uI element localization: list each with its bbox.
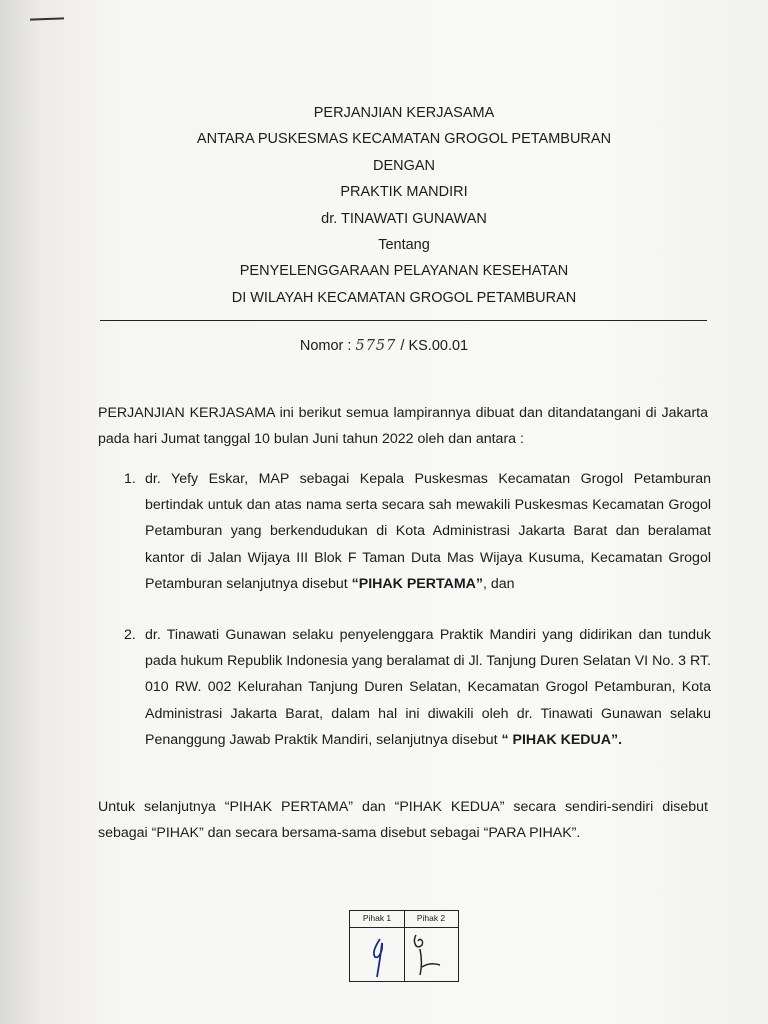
- initials-box: [349, 910, 459, 982]
- pen-mark: [30, 17, 64, 20]
- initial-pihak-2: [414, 935, 440, 975]
- document-number: [0, 338, 768, 354]
- list-number: 2.: [124, 627, 136, 643]
- closing-paragraph: Untuk selanjutnya “PIHAK PERTAMA” dan “PIHAK KEDUA” secara sendiri-sendiri disebut sebagai “PIHAK” dan secara bersama-sama disebut sebagai “PARA PIHAK”.: [98, 799, 708, 841]
- initials-col-1-label: Pihak 1: [362, 913, 392, 923]
- handwritten-initials: [350, 927, 458, 981]
- nomor-handwritten-number: 5757: [355, 338, 397, 354]
- party-description: dr. Tinawati Gunawan selaku penyelenggara Praktik Mandiri yang didirikan dan tunduk pada hukum Republik Indonesia yang beralamat di Jl. Tanjung Duren Selatan VI No. 3 RT. 010 RW. 002 Kelurahan Tanjung Duren Selatan, Kecamatan Grogol Petamburan, Kota Administrasi Jakarta Barat, dalam hal ini diwakili oleh dr. Tinawati Gunawan selaku Penanggung Jawab Praktik Mandiri, selanjutnya disebut: [145, 627, 711, 748]
- title-line: dr. TINAWATI GUNAWAN: [321, 210, 487, 227]
- list-number: 1.: [124, 471, 136, 487]
- title-line: ANTARA PUSKESMAS KECAMATAN GROGOL PETAMBURAN: [196, 131, 612, 148]
- nomor-label: Nomor :: [299, 338, 356, 354]
- title-line: PENYELENGGARAAN PELAYANAN KESEHATAN: [239, 263, 569, 280]
- nomor-suffix: / KS.00.01: [396, 338, 469, 354]
- title-line: Tentang: [378, 237, 430, 254]
- title-line: DENGAN: [372, 157, 436, 174]
- list-tail: , dan: [483, 575, 515, 592]
- party-description: dr. Yefy Eskar, MAP sebagai Kepala Puskesmas Kecamatan Grogol Petamburan bertindak untuk dan atas nama serta secara sah mewakili Puskesmas Kecamatan Grogol Petamburan yang berkendudukan di Kota Administrasi Jakarta Barat dan beralamat kantor di Jalan Wijaya III Blok F Taman Duta Mas Wijaya Kusuma, Kecamatan Grogol Petamburan selanjutnya disebut: [145, 471, 711, 592]
- document-header: [100, 100, 708, 311]
- title-line: PRAKTIK MANDIRI: [340, 184, 468, 201]
- party-label: “ PIHAK KEDUA”.: [501, 731, 623, 748]
- intro-paragraph: PERJANJIAN KERJASAMA ini berikut semua lampirannya dibuat dan ditandatangani di Jakarta pada hari Jumat tanggal 10 bulan Juni tahun 2022 oleh dan antara :: [98, 405, 708, 447]
- party-label: “PIHAK PERTAMA”: [351, 575, 484, 592]
- initial-pihak-1: [374, 939, 382, 977]
- initials-col-2-label: Pihak 2: [416, 913, 446, 923]
- list-text: [145, 622, 711, 753]
- title-line: DI WILAYAH KECAMATAN GROGOL PETAMBURAN: [231, 289, 577, 306]
- list-text: [145, 466, 711, 597]
- title-line: PERJANJIAN KERJASAMA: [313, 105, 495, 121]
- header-divider: [100, 320, 707, 321]
